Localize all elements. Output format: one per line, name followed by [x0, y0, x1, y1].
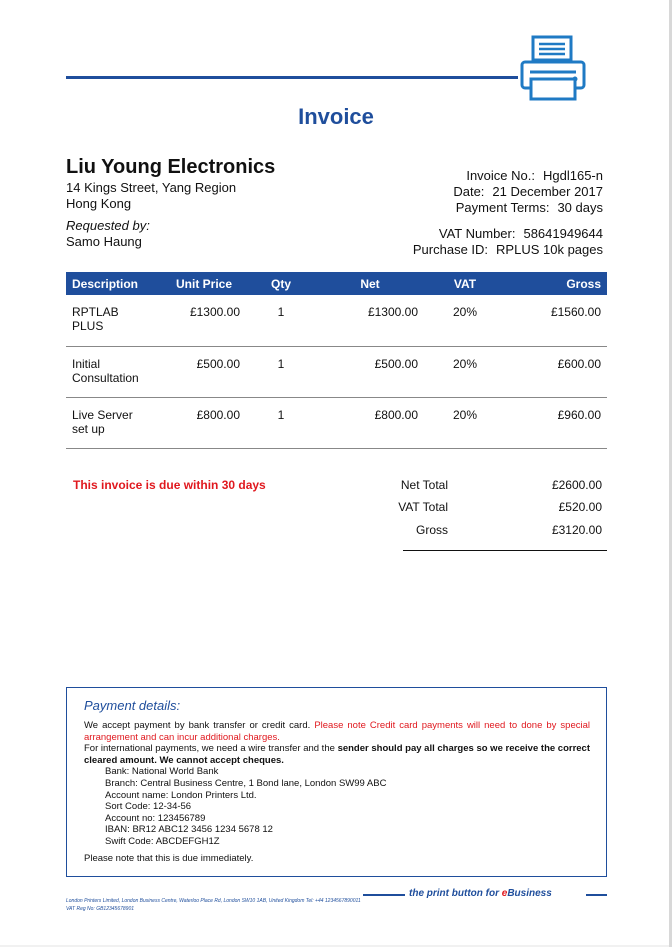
- payment-terms-value: 30 days: [557, 200, 603, 215]
- item-gross: £960.00: [506, 397, 607, 448]
- item-qty: 1: [246, 346, 316, 397]
- footer-vat-reg: VAT Reg No: GB12345678901: [66, 906, 135, 912]
- line-items-table: [66, 272, 607, 449]
- printer-icon: [519, 34, 587, 102]
- bank-name: Bank: National World Bank: [105, 766, 219, 778]
- column-header-unit-price: Unit Price: [162, 272, 246, 295]
- payment-details-body: [84, 720, 590, 864]
- item-unit-price: £500.00: [162, 346, 246, 397]
- charges-note: sender should pay all charges so we receive the correct cleared amount. We cannot accept cheques.: [84, 743, 591, 766]
- tagline-business: Business: [507, 888, 552, 899]
- gross-total-value: £3120.00: [551, 523, 602, 537]
- item-gross: £600.00: [506, 346, 607, 397]
- footer-rule-left: [363, 894, 405, 896]
- footer-company-address: London Printers Limited, London Business Centre, Waterloo Place Rd, London SW10 1AB, United Kingdom Tel: +44 1234567890011: [66, 898, 361, 904]
- tagline-e: e: [501, 888, 508, 899]
- item-net: £1300.00: [316, 295, 424, 346]
- account-name: Account name: London Printers Ltd.: [105, 789, 257, 801]
- totals-rule: [403, 550, 607, 551]
- vat-total-label: VAT Total: [398, 500, 448, 514]
- item-description: [66, 397, 162, 448]
- purchase-id-value: RPLUS 10k pages: [496, 242, 603, 257]
- net-total-value: £2600.00: [551, 478, 602, 492]
- item-description-line2: set up: [72, 421, 105, 436]
- payment-terms-label: Payment Terms:: [455, 200, 550, 215]
- item-vat: 20%: [424, 397, 506, 448]
- table-row: [66, 397, 607, 448]
- iban: IBAN: BR12 ABC12 3456 1234 5678 12: [105, 824, 273, 836]
- invoice-number-value: Hgdl165-n: [543, 168, 603, 183]
- credit-card-note: Please note Credit card payments will need to done by special arrangement and can incur additional charges.: [84, 720, 591, 743]
- item-gross: £1560.00: [506, 295, 607, 346]
- column-header-description: Description: [66, 272, 162, 295]
- column-header-net: Net: [316, 272, 424, 295]
- company-address-line2: Hong Kong: [66, 196, 132, 211]
- due-note: This invoice is due within 30 days: [73, 478, 266, 492]
- vat-number: [439, 226, 603, 241]
- item-description: [66, 295, 162, 346]
- swift-code: Swift Code: ABCDEFGH1Z: [105, 835, 220, 847]
- table-row: [66, 346, 607, 397]
- vat-total-value: £520.00: [558, 500, 602, 514]
- footer-rule-right: [586, 894, 607, 896]
- item-vat: 20%: [424, 295, 506, 346]
- item-description-line2: PLUS: [72, 319, 104, 333]
- payment-terms: [456, 200, 603, 215]
- item-description-line1: Initial: [72, 356, 101, 371]
- invoice-date: [453, 184, 603, 199]
- header-rule: [66, 76, 518, 79]
- invoice-number-label: Invoice No.:: [466, 168, 535, 183]
- invoice-date-label: Date:: [453, 184, 485, 199]
- bank-branch: Branch: Central Business Centre, 1 Bond lane, London SW99 ABC: [105, 777, 387, 789]
- account-number: Account no: 123456789: [105, 812, 206, 824]
- vat-number-label: VAT Number:: [438, 226, 516, 241]
- tagline-text: the print button for: [409, 888, 502, 899]
- international-intro: For international payments, we need a wire transfer and the: [84, 743, 335, 755]
- international-payments-text: [84, 743, 590, 766]
- item-unit-price: £1300.00: [162, 295, 246, 346]
- invoice-number: [466, 168, 603, 183]
- purchase-id-label: Purchase ID:: [412, 242, 489, 257]
- bank-details: [84, 766, 590, 847]
- item-unit-price: £800.00: [162, 397, 246, 448]
- payment-methods-text: [84, 720, 590, 743]
- company-address-line1: 14 Kings Street, Yang Region: [66, 180, 237, 195]
- payment-final-note: Please note that this is due immediately.: [84, 852, 254, 864]
- item-net: £500.00: [316, 346, 424, 397]
- item-description-line1: Live Server: [72, 407, 133, 422]
- company-name: Liu Young Electronics: [66, 156, 276, 178]
- item-description-line1: RPTLAB: [72, 305, 119, 319]
- item-qty: 1: [246, 295, 316, 346]
- table-header-row: [66, 272, 607, 295]
- requested-by-label: Requested by:: [66, 218, 150, 233]
- item-description: [66, 346, 162, 397]
- gross-total-label: Gross: [415, 523, 448, 537]
- payment-details-title: Payment details:: [84, 698, 181, 713]
- column-header-vat: VAT: [424, 272, 506, 295]
- table-row: [66, 295, 607, 346]
- footer-tagline: [409, 888, 552, 899]
- item-net: £800.00: [316, 397, 424, 448]
- vat-number-value: 58641949644: [523, 226, 603, 241]
- requested-by-name: Samo Haung: [66, 234, 142, 249]
- purchase-id: [413, 242, 603, 257]
- invoice-title: Invoice: [298, 104, 374, 129]
- item-description-line2: Consultation: [72, 370, 139, 385]
- invoice-date-value: 21 December 2017: [492, 184, 603, 199]
- item-vat: 20%: [424, 346, 506, 397]
- payment-details-box: [66, 687, 607, 877]
- net-total-label: Net Total: [400, 478, 448, 492]
- item-qty: 1: [246, 397, 316, 448]
- payment-methods-intro: We accept payment by bank transfer or credit card.: [84, 720, 311, 731]
- column-header-qty: Qty: [246, 272, 316, 295]
- sort-code: Sort Code: 12-34-56: [105, 801, 192, 813]
- column-header-gross: Gross: [506, 272, 607, 295]
